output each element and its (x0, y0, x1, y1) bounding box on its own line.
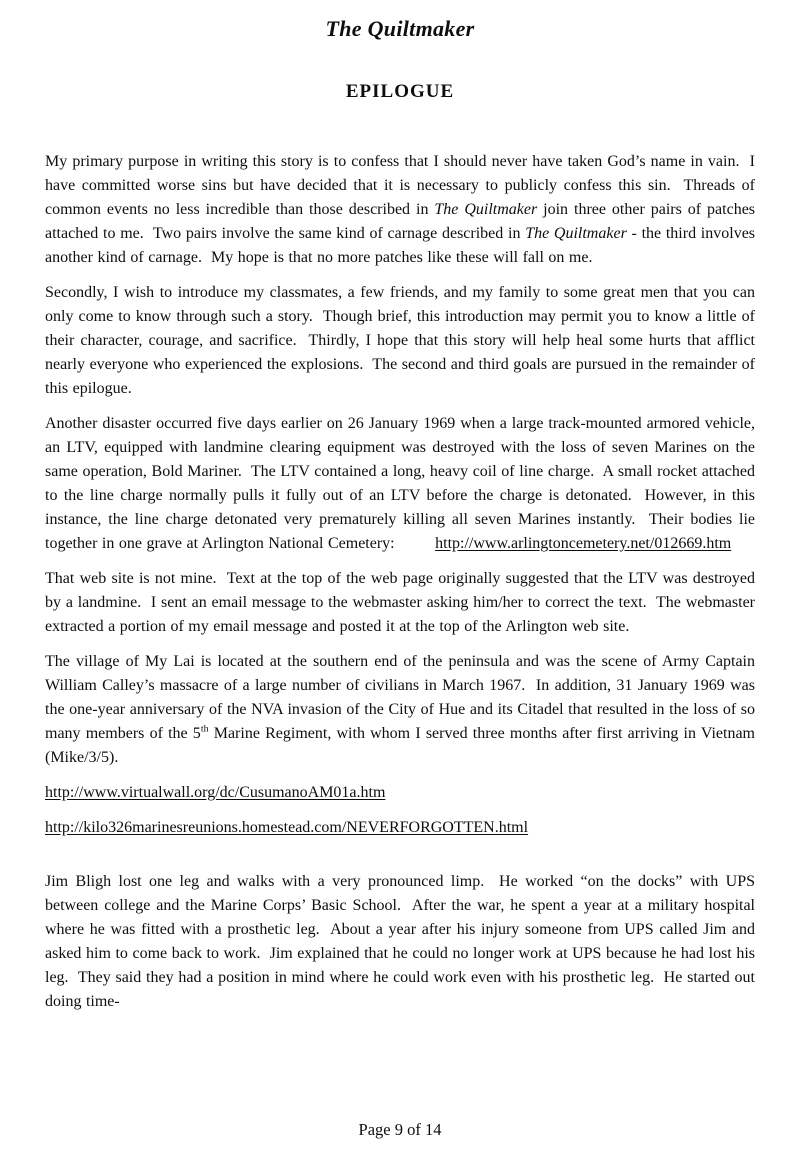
link-kilo326 (45, 816, 755, 840)
superscript: th (200, 723, 209, 735)
italic-text: The Quiltmaker (434, 201, 538, 218)
link-virtualwall (45, 781, 755, 805)
italic-text: The Quiltmaker (525, 225, 627, 242)
page-number: Page 9 of 14 (358, 1120, 442, 1139)
text-run: Secondly, I wish to introduce my classmates, a few friends, and my family to some great men that you can only come to know through such a story. Though brief, this introduction may permit you to know a little of their character, courage, and sacrifice. Thirdly, I hope that this story will help heal some hurts that afflict nearly everyone who experienced the explosions. The second and third goals are pursued in the remainder of this epilogue. (45, 284, 755, 397)
hyperlink[interactable]: http://kilo326marinesreunions.homestead.com/NEVERFORGOTTEN.html (45, 819, 529, 836)
text-run: That web site is not mine. Text at the top of the web page originally suggested that the LTV was destroyed by a landmine. I sent an email message to the webmaster asking him/her to correct the text. The webmaster extracted a portion of my email message and posted it at the top of the Arlington web site. (45, 570, 755, 635)
text-run: The village of My Lai is located at the southern end of the peninsula and was the scene of Army Captain William Calley’s massacre of a large number of civilians in March 1967. In addition, 31 January 1969 was the one-year anniversary of the NVA invasion of the City of Hue and its Citadel that resulted in the loss of so many members of the 5 (45, 653, 755, 742)
document-body (45, 150, 755, 1014)
text-run: - the third involves another kind of carnage. My hope is that no more patches like these will fall on me. (45, 225, 756, 266)
text-run: join three other pairs of patches attached to me. Two pairs involve the same kind of carnage described in (45, 201, 756, 242)
text-run: My primary purpose in writing this story is to confess that I should never have taken God’s name in vain. I have committed worse sins but have decided that it is necessary to publicly confess this sin. Threads of common events no less incredible than those described in (45, 153, 755, 218)
text-run: Jim Bligh lost one leg and walks with a very pronounced limp. He worked “on the docks” with UPS between college and the Marine Corps’ Basic School. After the war, he spent a year at a military hospital where he was fitted with a prosthetic leg. About a year after his injury someone from UPS called Jim and asked him to come back to work. Jim explained that he could no longer work at UPS because he had lost his leg. They said they had a position in mind where he could work even with his prosthetic leg. He started out doing time- (45, 873, 755, 1010)
paragraph-introduction-goals (45, 281, 755, 401)
text-run: Marine Regiment, with whom I served three months after first arriving in Vietnam (Mike/3/5). (45, 725, 755, 766)
paragraph-jim-bligh (45, 870, 755, 1014)
epilogue-heading: EPILOGUE (345, 81, 455, 102)
paragraph-confession (45, 150, 755, 270)
hyperlink[interactable]: http://www.arlingtoncemetery.net/012669.htm (435, 535, 732, 552)
document-title: The Quiltmaker (325, 16, 475, 41)
paragraph-my-lai (45, 650, 755, 770)
paragraph-webmaster (45, 567, 755, 639)
text-run: Another disaster occurred five days earlier on 26 January 1969 when a large track-mounted armored vehicle, an LTV, equipped with landmine clearing equipment was destroyed with the loss of seven Marines on the same operation, Bold Mariner. The LTV contained a long, heavy coil of line charge. A small rocket attached to the line charge normally pulls it fully out of an LTV before the charge is detonated. However, in this instance, the line charge detonated very prematurely killing all seven Marines instantly. Their bodies lie together in one grave at Arlington National Cemetery: (45, 415, 755, 552)
hyperlink[interactable]: http://www.virtualwall.org/dc/CusumanoAM01a.htm (45, 784, 386, 801)
paragraph-ltv-disaster (45, 412, 755, 556)
